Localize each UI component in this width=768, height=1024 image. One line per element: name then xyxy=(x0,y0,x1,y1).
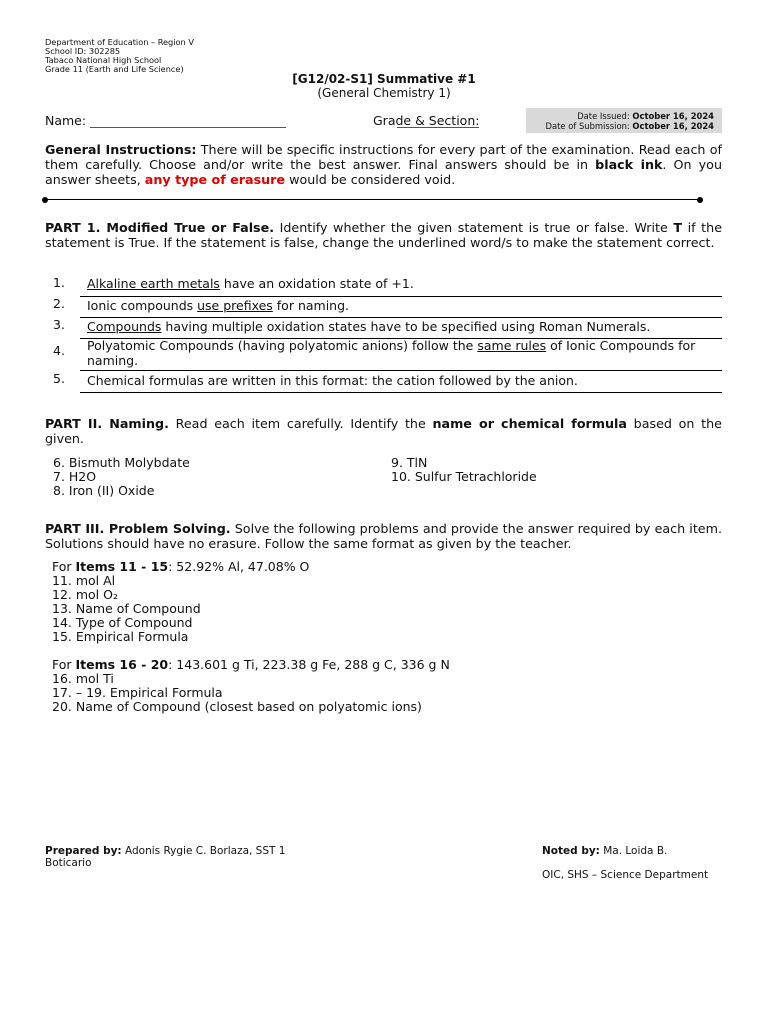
header-line: Department of Education – Region V xyxy=(45,37,194,47)
instructions-lead: General Instructions: xyxy=(45,142,197,157)
tf-item: Chemical formulas are written in this format: the cation followed by the anion. xyxy=(87,373,578,388)
answer-line xyxy=(80,296,722,297)
list-item: 8. Iron (II) Oxide xyxy=(53,483,155,498)
list-item: 16. mol Ti xyxy=(52,671,114,686)
noted-title: OIC, SHS – Science Department xyxy=(542,869,709,881)
name-blank[interactable] xyxy=(90,115,286,128)
item-number: 5. xyxy=(53,371,65,386)
name-label: Name: xyxy=(45,113,87,128)
part2-text: based on the given. xyxy=(45,416,722,446)
naming-items-right xyxy=(391,456,537,484)
date-submission: October 16, 2024 xyxy=(632,121,714,131)
date-issued: October 16, 2024 xyxy=(632,111,714,121)
list-item: 10. Sulfur Tetrachloride xyxy=(391,469,537,484)
noted-by xyxy=(542,845,667,857)
exam-title: [G12/02-S1] Summative #1 xyxy=(292,72,476,86)
part1-text: if the statement is True. If the statement is false, change the underlined word/s to make the statement correct. xyxy=(45,220,722,250)
grade-label: Grade & Section: xyxy=(373,113,480,128)
tf-item: Compounds having multiple oxidation states have to be specified using Roman Numerals. xyxy=(87,319,651,334)
list-item: 20. Name of Compound (closest based on polyatomic ions) xyxy=(52,699,422,714)
date-issued-label: Date Issued: xyxy=(577,111,630,121)
divider-dot xyxy=(697,197,703,203)
header-line: Grade 11 (Earth and Life Science) xyxy=(45,64,184,74)
part3-instructions xyxy=(45,521,722,551)
header-line: Tabaco National High School xyxy=(45,55,162,65)
list-item: 6. Bismuth Molybdate xyxy=(53,455,190,470)
instructions-bold: black ink xyxy=(595,157,663,172)
prepared-label: Prepared by: xyxy=(45,845,122,857)
list-item: 13. Name of Compound xyxy=(52,601,201,616)
list-item: 15. Empirical Formula xyxy=(52,629,189,644)
grade-blank[interactable] xyxy=(397,115,479,128)
list-item: 7. H2O xyxy=(53,469,97,484)
exam-subtitle: (General Chemistry 1) xyxy=(317,86,451,100)
part1-heading: PART 1. Modified True or False. xyxy=(45,220,275,235)
answer-line xyxy=(80,317,722,318)
tf-item: Alkaline earth metals have an oxidation state of +1. xyxy=(87,276,414,291)
school-header xyxy=(45,38,194,74)
answer-line xyxy=(80,392,722,393)
noted-name: Ma. Loida B. xyxy=(599,845,668,857)
list-item: 11. mol Al xyxy=(52,573,116,588)
group-header: For Items 11 - 15: 52.92% Al, 47.08% O xyxy=(52,559,310,574)
part1-text: Identify whether the given statement is true or false. Write xyxy=(274,220,674,235)
list-item: 14. Type of Compound xyxy=(52,615,193,630)
divider-dot xyxy=(42,197,48,203)
naming-items-left xyxy=(53,456,190,498)
tf-item: Polyatomic Compounds (having polyatomic anions) follow the same rules of Ionic Compounds for naming. xyxy=(87,338,696,368)
name-field[interactable] xyxy=(45,113,286,128)
list-item: 12. mol O₂ xyxy=(52,587,118,602)
noted-label: Noted by: xyxy=(542,845,600,857)
header-line: School ID: 302285 xyxy=(45,46,121,56)
prepared-by xyxy=(45,845,285,857)
prepared-name: Adonis Rygie C. Borlaza, SST 1 xyxy=(121,845,286,857)
list-item: 17. – 19. Empirical Formula xyxy=(52,685,223,700)
part1-bold: T xyxy=(673,220,683,235)
answer-line xyxy=(80,370,722,371)
date-box xyxy=(526,108,722,133)
part2-text: Read each item carefully. Identify the xyxy=(168,416,433,431)
problem-group-2 xyxy=(52,658,450,714)
divider xyxy=(45,199,700,200)
part3-heading: PART III. Problem Solving. xyxy=(45,521,231,536)
item-number: 4. xyxy=(53,343,65,358)
instructions-warning: any type of erasure xyxy=(144,172,286,187)
list-item: 9. TlN xyxy=(391,455,428,470)
group-header: For Items 16 - 20: 143.601 g Ti, 223.38 g Fe, 288 g C, 336 g N xyxy=(52,657,450,672)
part1-instructions xyxy=(45,220,722,250)
item-number: 1. xyxy=(53,275,65,290)
part3-text: Solve the following problems and provide the answer required by each item. Solutions should have no erasure. Follow the same format as given by the teacher. xyxy=(45,521,722,551)
part2-instructions xyxy=(45,416,722,446)
instructions-text: There will be specific instructions for every part of the examination. Read each of them carefully. Choose and/or write the best answer. Final answers should be in xyxy=(45,142,722,172)
item-number: 2. xyxy=(53,296,65,311)
instructions-text: would be considered void. xyxy=(285,172,456,187)
noted-name-continued: Boticario xyxy=(45,857,92,869)
part2-heading: PART II. Naming. xyxy=(45,416,169,431)
grade-section-field[interactable] xyxy=(373,113,479,128)
item-number: 3. xyxy=(53,317,65,332)
instructions-text: . On you answer sheets, xyxy=(45,157,722,187)
exam-title-block xyxy=(0,72,768,100)
general-instructions xyxy=(45,142,722,187)
date-submission-label: Date of Submission: xyxy=(545,121,630,131)
tf-item: Ionic compounds use prefixes for naming. xyxy=(87,298,350,313)
part2-bold: name or chemical formula xyxy=(432,416,627,431)
problem-group-1 xyxy=(52,560,309,644)
